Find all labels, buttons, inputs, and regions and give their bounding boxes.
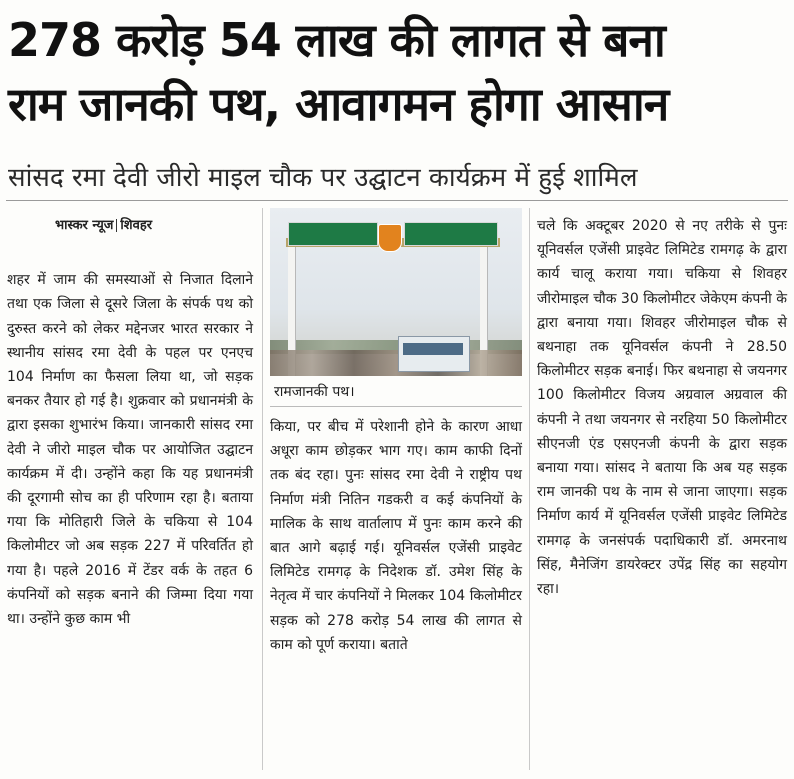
photo-direction-sign-left <box>288 222 378 246</box>
byline-agency: भास्कर न्यूज <box>55 218 114 233</box>
photo-bus <box>398 336 470 372</box>
article-column-1 <box>7 208 253 631</box>
road-photo <box>270 208 522 376</box>
photo-direction-sign-right <box>404 222 498 246</box>
column-1-text: शहर में जाम की समस्याओं से निजात दिलाने तथा एक जिला से दूसरे जिला के संपर्क पथ को दुरुस्त करने को लेकर मद्देनजर भारत सरकार ने स्थानीय सांसद रमा देवी के पहल पर एनएच 104 निर्माण का फैसला लिया था, जो सड़क बनकर तैयार हो गई है। शुक्रवार को प्रधानमंत्री के द्वारा इसका शुभारंभ किया। जानकारी सांसद रमा देवी ने जीरो माइल चौक पर आयोजित उद्घाटन कार्यक्रम में दी। उन्होंने कहा कि यह प्रधानमंत्री की दूरगामी सोच का ही परिणाम रहा है। बताया गया कि मोतिहारी जिले के चकिया से 104 किलोमीटर जो अब सड़क 227 में परिवर्तित हो गया है। पहले 2016 में टेंडर वर्क के तहत 6 कंपनियों को सड़क बनाने की जिम्मा दिया गया था। उन्होंने कुछ काम भी <box>7 272 253 628</box>
headline-line-2: राम जानकी पथ, आवागमन होगा आसान <box>8 77 669 131</box>
byline <box>55 214 253 238</box>
column-divider <box>529 208 530 770</box>
subheadline: सांसद रमा देवी जीरो माइल चौक पर उद्घाटन कार्यक्रम में हुई शामिल <box>8 163 638 193</box>
photo-caption: रामजानकी पथ। <box>270 376 522 407</box>
headline <box>8 8 786 136</box>
article-column-3 <box>537 214 787 601</box>
photo-highway-shield <box>378 224 402 252</box>
column-3-text: चले कि अक्टूबर 2020 से नए तरीके से पुनः यूनिवर्सल एजेंसी प्राइवेट लिमिटेड रामगढ़ के द्वारा कार्य चालू कराया गया। चकिया से शिवहर जीरोमाइल चौक 30 किलोमीटर जेकेएम कंपनी के द्वारा बनाया गया। शिवहर जीरोमाइल चौक से बथनाहा तक यूनिवर्सल कंपनी ने 28.50 किलोमीटर सड़क बनाई। फिर बथनाहा से जयनगर 100 किलोमीटर विजय अग्रवाल अग्रवाल की कंपनी ने तथा जयनगर से नरहिया 50 किलोमीटर सीएनजी एंड एसएनजी कंपनी के द्वारा सड़क बनाया गया। सांसद ने बताया कि अब यह सड़क राम जानकी पथ के नाम से जाना जाएगा। सड़क निर्माण कार्य में यूनिवर्सल एजेंसी प्राइवेट लिमिटेड रामगढ़ के जनसंपर्क पदाधिकारी डॉ. अमरनाथ सिंह, मैनेजिंग डायरेक्टर उपेंद्र सिंह का सहयोग रहा। <box>537 218 787 598</box>
photo-crowd <box>270 350 522 376</box>
column-2-text: किया, पर बीच में परेशानी होने के कारण आधा अधूरा काम छोड़कर भाग गए। काम काफी दिनों तक बंद रहा। पुनः सांसद रमा देवी ने राष्ट्रीय पथ निर्माण मंत्री नितिन गडकरी व कई कंपनियों के मालिक के साथ वार्तालाप में पुनः काम करने की बात आगे बढ़ाई गई। यूनिवर्सल एजेंसी प्राइवेट लिमिटेड रामगढ़ के निदेशक डॉ. उमेश सिंह के नेतृत्व में चार कंपनियों ने मिलकर 104 किलोमीटर सड़क को 278 करोड़ 54 लाख की लागत से काम को पूर्ण कराया। बताते <box>270 419 522 653</box>
column-divider <box>262 208 263 770</box>
byline-place: शिवहर <box>120 218 153 233</box>
article-column-2 <box>270 208 522 657</box>
byline-separator <box>116 219 117 232</box>
divider <box>6 200 788 201</box>
headline-line-1: 278 करोड़ 54 लाख की लागत से बना <box>8 13 665 67</box>
